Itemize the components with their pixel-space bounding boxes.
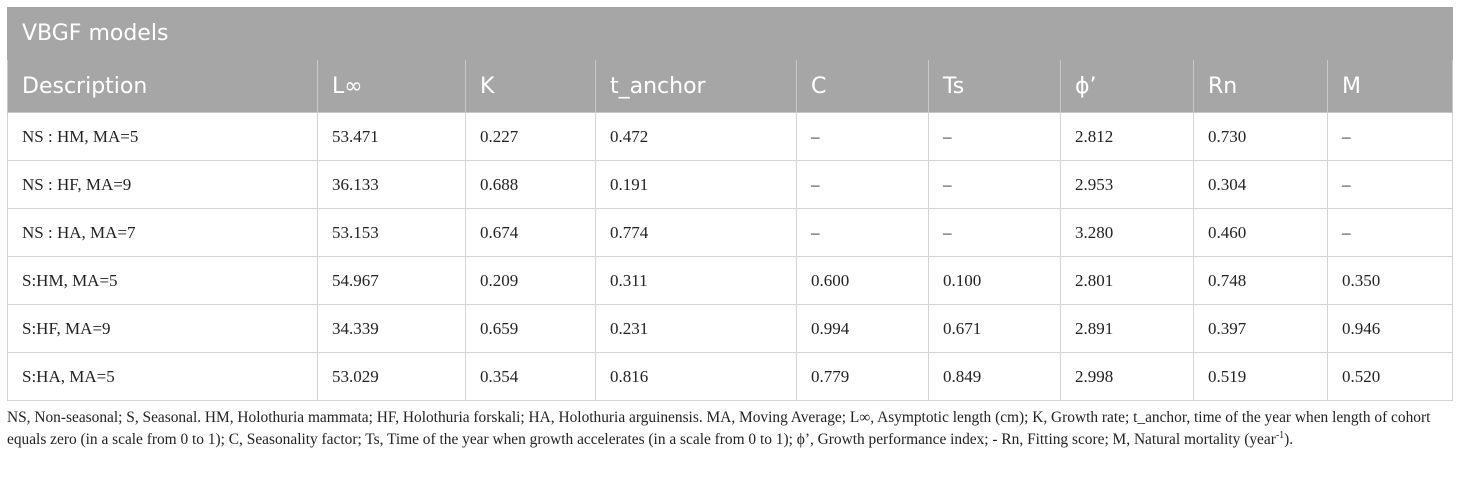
- cell-k: 0.209: [466, 257, 596, 305]
- table-row: [8, 113, 1453, 161]
- cell-rn: 0.519: [1194, 353, 1328, 401]
- cell-k: 0.227: [466, 113, 596, 161]
- header-t-anchor: t_anchor: [596, 60, 797, 113]
- cell-m: 0.520: [1328, 353, 1453, 401]
- cell-phi: 3.280: [1061, 209, 1194, 257]
- cell-l-infinity: 34.339: [318, 305, 466, 353]
- cell-m: 0.350: [1328, 257, 1453, 305]
- cell-description: S:HM, MA=5: [8, 257, 318, 305]
- cell-description: S:HF, MA=9: [8, 305, 318, 353]
- cell-description: S:HA, MA=5: [8, 353, 318, 401]
- cell-t-anchor: 0.472: [596, 113, 797, 161]
- cell-rn: 0.397: [1194, 305, 1328, 353]
- cell-m: 0.946: [1328, 305, 1453, 353]
- cell-t-anchor: 0.774: [596, 209, 797, 257]
- cell-t-anchor: 0.191: [596, 161, 797, 209]
- cell-description: NS : HM, MA=5: [8, 113, 318, 161]
- header-phi: ϕ’: [1061, 60, 1194, 113]
- table-title-row: [8, 8, 1453, 60]
- header-k: K: [466, 60, 596, 113]
- cell-m: –: [1328, 161, 1453, 209]
- cell-m: –: [1328, 209, 1453, 257]
- cell-l-infinity: 53.029: [318, 353, 466, 401]
- cell-description: NS : HF, MA=9: [8, 161, 318, 209]
- cell-ts: –: [929, 209, 1061, 257]
- cell-m: –: [1328, 113, 1453, 161]
- cell-c: –: [797, 113, 929, 161]
- table-row: [8, 257, 1453, 305]
- cell-l-infinity: 53.153: [318, 209, 466, 257]
- cell-c: 0.779: [797, 353, 929, 401]
- cell-k: 0.354: [466, 353, 596, 401]
- cell-phi: 2.812: [1061, 113, 1194, 161]
- cell-rn: 0.460: [1194, 209, 1328, 257]
- cell-c: –: [797, 209, 929, 257]
- cell-k: 0.674: [466, 209, 596, 257]
- cell-c: –: [797, 161, 929, 209]
- vbgf-table-container: [7, 7, 1452, 401]
- table-title: VBGF models: [8, 8, 1453, 60]
- cell-c: 0.600: [797, 257, 929, 305]
- cell-t-anchor: 0.816: [596, 353, 797, 401]
- cell-c: 0.994: [797, 305, 929, 353]
- cell-description: NS : HA, MA=7: [8, 209, 318, 257]
- cell-phi: 2.953: [1061, 161, 1194, 209]
- footnote-superscript: -1: [1275, 429, 1285, 441]
- cell-rn: 0.304: [1194, 161, 1328, 209]
- table-row: [8, 353, 1453, 401]
- table-row: [8, 305, 1453, 353]
- cell-l-infinity: 53.471: [318, 113, 466, 161]
- cell-t-anchor: 0.311: [596, 257, 797, 305]
- cell-phi: 2.891: [1061, 305, 1194, 353]
- cell-phi: 2.998: [1061, 353, 1194, 401]
- table-row: [8, 209, 1453, 257]
- cell-ts: –: [929, 113, 1061, 161]
- cell-phi: 2.801: [1061, 257, 1194, 305]
- cell-l-infinity: 36.133: [318, 161, 466, 209]
- cell-k: 0.688: [466, 161, 596, 209]
- table-row: [8, 161, 1453, 209]
- cell-ts: 0.671: [929, 305, 1061, 353]
- header-description: Description: [8, 60, 318, 113]
- header-m: M: [1328, 60, 1453, 113]
- header-rn: Rn: [1194, 60, 1328, 113]
- table-footnote: [7, 407, 1452, 451]
- header-c: C: [797, 60, 929, 113]
- cell-ts: 0.849: [929, 353, 1061, 401]
- table-header-row: [8, 60, 1453, 113]
- vbgf-table: [7, 7, 1453, 401]
- header-ts: Ts: [929, 60, 1061, 113]
- cell-rn: 0.730: [1194, 113, 1328, 161]
- footnote-text: NS, Non-seasonal; S, Seasonal. HM, Holothuria mammata; HF, Holothuria forskali; HA, Holothuria arguinensis. MA, Moving Average; L∞, Asymptotic length (cm); K, Growth rate; t_anchor, time of the year when length of cohort equals zero (in a scale from 0 to 1); C, Seasonality factor; Ts, Time of the year when growth accelerates (in a scale from 0 to 1); ϕ’, Growth performance index; - Rn, Fitting score; M, Natural mortality (year: [7, 409, 1431, 448]
- cell-rn: 0.748: [1194, 257, 1328, 305]
- cell-k: 0.659: [466, 305, 596, 353]
- cell-ts: –: [929, 161, 1061, 209]
- cell-ts: 0.100: [929, 257, 1061, 305]
- header-l-infinity: L∞: [318, 60, 466, 113]
- cell-l-infinity: 54.967: [318, 257, 466, 305]
- cell-t-anchor: 0.231: [596, 305, 797, 353]
- footnote-end: ).: [1284, 431, 1294, 448]
